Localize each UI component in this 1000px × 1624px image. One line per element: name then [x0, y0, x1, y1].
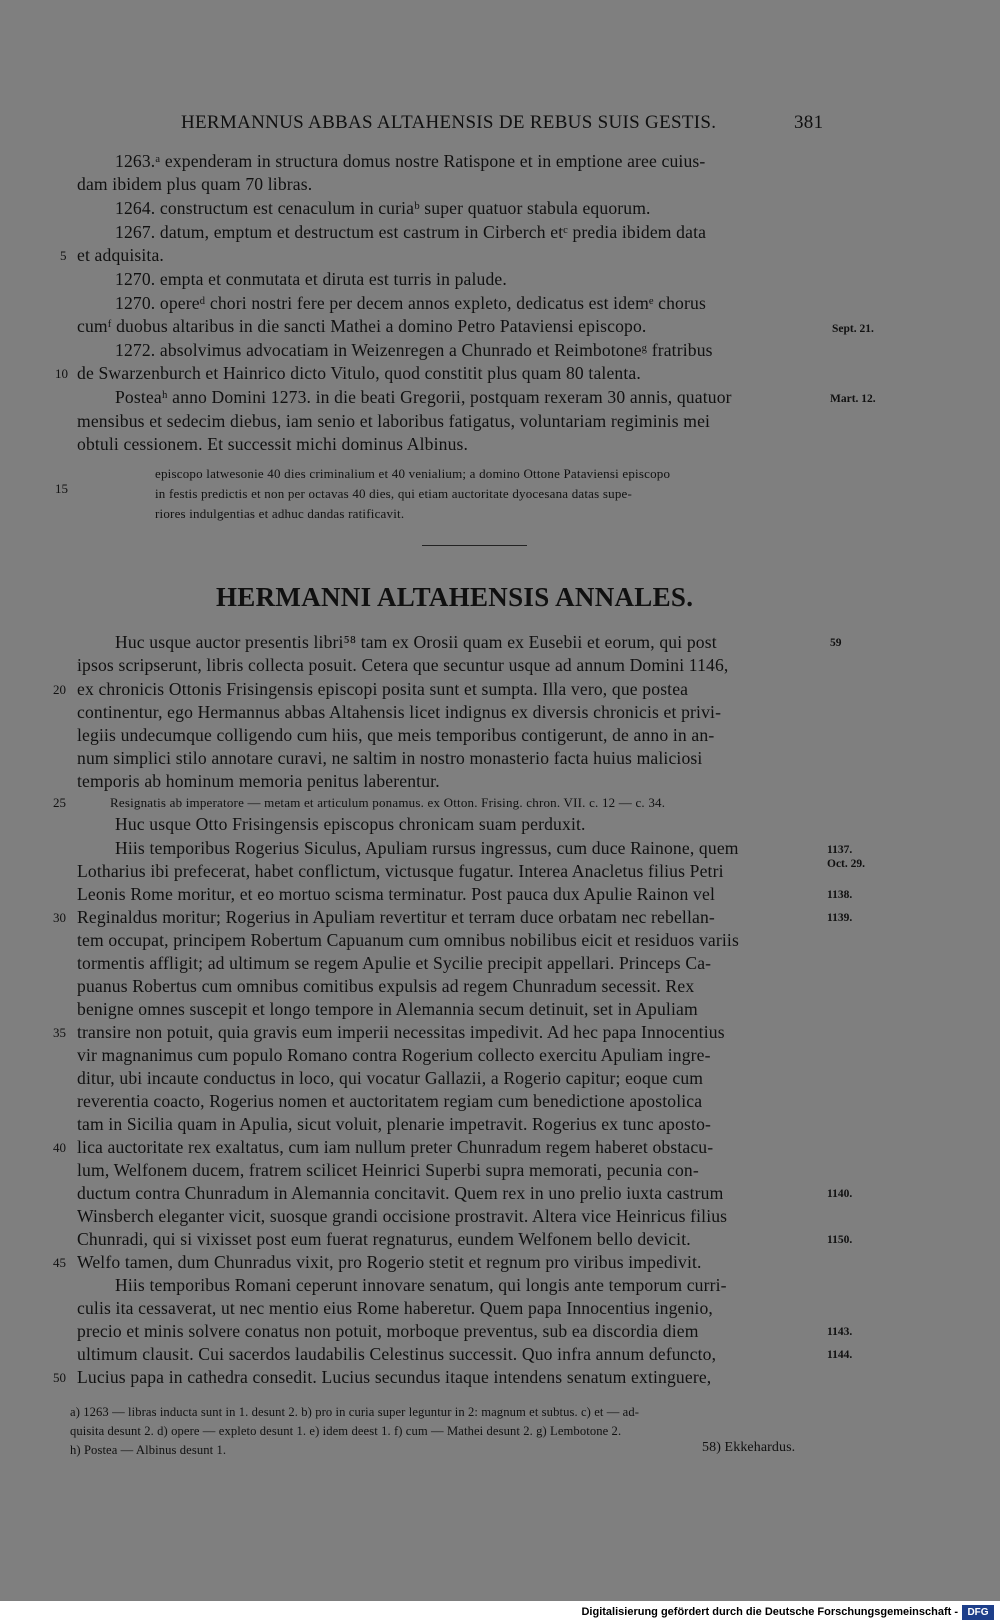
text-line: num simplici stilo annotare curavi, ne saltim in nostro monasterio facta huius maliciosi: [77, 748, 703, 768]
text-line: 1270. empta et conmutata et diruta est turris in palude.: [115, 269, 507, 289]
line-number: 15: [55, 481, 68, 496]
text-line: Hiis temporibus Rogerius Siculus, Apuliam rursus ingressus, cum duce Rainone, quem: [115, 838, 739, 858]
text-line: ductum contra Chunradum in Alemannia concitavit. Quem rex in uno prelio iuxta castrum: [77, 1183, 724, 1203]
dfg-logo-icon: DFG: [962, 1605, 994, 1620]
text-line: Huc usque auctor presentis libri⁵⁸ tam ex Orosii quam ex Eusebii et eorum, qui post: [115, 632, 717, 652]
line-number: 20: [53, 682, 66, 697]
text-line: Chunradi, qui si vixisset post eum fuerat regnaturus, eundem Welfonem bello devicit.: [77, 1229, 691, 1249]
text-line: obtuli cessionem. Et successit michi dominus Albinus.: [77, 434, 469, 454]
margin-year: 1139.: [827, 912, 853, 924]
text-line: Hiis temporibus Romani ceperunt innovare senatum, qui longis ante temporum curri-: [115, 1275, 727, 1295]
text-line: Posteaʰ anno Domini 1273. in die beati Gregorii, postquam rexeram 30 annis, quatuor: [115, 387, 732, 407]
line-number: 5: [60, 248, 67, 263]
text-line: 1263.ᵃ expenderam in structura domus nostre Ratispone et in emptione aree cuius-: [115, 151, 706, 171]
margin-year: 1140.: [827, 1188, 853, 1200]
text-line: continentur, ego Hermannus abbas Altahensis licet indignus ex diversis chronicis et privi-: [77, 702, 722, 722]
footnote-line: h) Postea — Albinus desunt 1.: [70, 1443, 227, 1457]
text-line: benigne omnes suscepit et longo tempore in Alemannia secum detinuit, set in Apuliam: [77, 999, 698, 1019]
line-number: 25: [53, 795, 66, 810]
text-line: ditur, ubi incaute conductus in loco, qui vocatur Gallazii, a Rogerio capitur; eoque cum: [77, 1068, 704, 1088]
margin-year: 1138.: [827, 889, 853, 901]
text-line: precio et minis solvere conatus non potuit, morboque preventus, sub ea discordia diem: [77, 1321, 699, 1341]
text-line: 1264. constructum est cenaculum in curiaᵇ super quatuor stabula equorum.: [115, 198, 651, 218]
text-line: de Swarzenburch et Hainrico dicto Vitulo, quod constitit plus quam 80 talenta.: [77, 363, 641, 383]
source-note: Resignatis ab imperatore — metam et articulum ponamus. ex Otton. Frising. chron. VII. c. 12 — c. 34.: [110, 795, 666, 810]
text-line: 1267. datum, emptum et destructum est castrum in Cirberch etᶜ predia ibidem data: [115, 222, 707, 242]
line-number: 50: [53, 1370, 66, 1385]
text-line: lum, Welfonem ducem, fratrem scilicet Heinrici Superbi supra memorati, pecunia con-: [77, 1160, 699, 1180]
margin-year: 1143.: [827, 1326, 853, 1338]
text-line: legiis undecumque colligendo cum hiis, que meis temporibus contigerunt, de anno in an-: [77, 725, 715, 745]
text-line: mensibus et sedecim diebus, iam senio et laboribus fatigatus, voluntariam regiminis mei: [77, 411, 711, 431]
text-line: Winsberch eleganter vicit, suosque grandi occisione prostravit. Altera vice Heinricus filius: [77, 1206, 728, 1226]
note-line: in festis predictis et non per octavas 40 dies, qui etiam auctoritate dyocesana datas supe-: [155, 486, 633, 501]
text-line: transire non potuit, quia gravis eum imperii necessitas impedivit. Ad hec papa Innocentius: [77, 1022, 725, 1042]
text-line: dam ibidem plus quam 70 libras.: [77, 174, 313, 194]
text-line: et adquisita.: [77, 245, 164, 265]
line-number: 30: [53, 910, 66, 925]
text-line: Leonis Rome moritur, et eo mortuo scisma terminatur. Post pauca dux Apulie Rainon vel: [77, 884, 715, 904]
text-line: Welfo tamen, dum Chunradus vixit, pro Rogerio stetit et regnum pro viribus impedivit.: [77, 1252, 702, 1272]
margin-date: Oct. 29.: [827, 858, 866, 870]
text-line: cumᶠ duobus altaribus in die sancti Mathei a domino Petro Pataviensi episcopo.: [77, 316, 647, 336]
margin-date: Mart. 12.: [830, 393, 876, 405]
margin-year: 1144.: [827, 1349, 853, 1361]
line-number: 40: [53, 1140, 66, 1155]
line-number: 10: [55, 366, 68, 381]
credit-text: Digitalisierung gefördert durch die Deutsche Forschungsgemeinschaft -: [581, 1606, 958, 1618]
line-number: 45: [53, 1255, 66, 1270]
text-line: lica auctoritate rex exaltatus, cum iam nullum preter Chunradum regem haberet obstacu-: [77, 1137, 714, 1157]
note-line: episcopo latwesonie 40 dies criminalium et 40 venialium; a domino Ottone Pataviensi episcopo: [155, 466, 671, 481]
text-line: temporis ab hominum memoria penitus laberentur.: [77, 771, 440, 791]
margin-footnote-ref: 59: [830, 637, 842, 649]
text-line: culis ita cessaverat, ut nec mentio eius Rome haberetur. Quem papa Innocentius ingenio,: [77, 1298, 713, 1318]
text-line: ultimum clausit. Cui sacerdos laudabilis Celestinus successit. Quo infra annum defuncto,: [77, 1344, 717, 1364]
text-line: Lucius papa in cathedra consedit. Lucius secundus itaque intendens senatum extinguere,: [77, 1367, 712, 1387]
footnote-line: a) 1263 — libras inducta sunt in 1. desunt 2. b) pro in curia super leguntur in 2: magnum et subtus. c) et — ad-: [70, 1405, 640, 1419]
text-line: vir magnanimus cum populo Romano contra Rogerium collecto exercitu Apuliam ingre-: [77, 1045, 711, 1065]
footnote-58: 58) Ekkehardus.: [702, 1440, 796, 1455]
text-line: Reginaldus moritur; Rogerius in Apuliam revertitur et terram duce orbatam nec rebellan-: [77, 907, 715, 927]
text-line: tormentis affligit; ad ultimum se regem Apulie et Sycilie precipit appellari. Princeps Ca-: [77, 953, 712, 973]
text-line: ipsos scripserunt, libris collecta posuit. Cetera que secuntur usque ad annum Domini 1146,: [77, 655, 729, 675]
annales-title: HERMANNI ALTAHENSIS ANNALES.: [216, 582, 694, 612]
text-line: tem occupat, principem Robertum Capuanum cum omnibus nobilibus eicit et residuos variis: [77, 930, 739, 950]
note-line: riores indulgentias et adhuc dandas ratificavit.: [155, 506, 405, 521]
text-line: tam in Sicilia quam in Apulia, sicut voluit, plenarie impetravit. Rogerius ex tunc aposto-: [77, 1114, 712, 1134]
text-line: 1270. opereᵈ chori nostri fere per decem annos expleto, dedicatus est idemᵉ chorus: [115, 293, 706, 313]
text-line: reverentia coacto, Rogerius nomen et auctoritatem regiam cum benedictione apostolica: [77, 1091, 703, 1111]
margin-year: 1150.: [827, 1234, 853, 1246]
footnote-line: quisita desunt 2. d) opere — expleto desunt 1. e) idem deest 1. f) cum — Mathei desunt 2. g) Lembotone 2.: [70, 1424, 622, 1438]
running-head-title: HERMANNUS ABBAS ALTAHENSIS DE REBUS SUIS GESTIS.: [181, 112, 717, 133]
page-number: 381: [794, 112, 824, 133]
text-line: ex chronicis Ottonis Frisingensis episcopi posita sunt et sumpta. Illa vero, que postea: [77, 679, 689, 699]
separator-rule: [422, 545, 527, 546]
text-line: Lotharius ibi prefecerat, habet conflictum, victusque fugatur. Interea Anacletus filius Petri: [77, 861, 724, 881]
text-line: Huc usque Otto Frisingensis episcopus chronicam suam perduxit.: [115, 814, 586, 834]
margin-date: Sept. 21.: [832, 323, 874, 335]
line-number: 35: [53, 1025, 66, 1040]
text-line: 1272. absolvimus advocatiam in Weizenregen a Chunrado et Reimbotoneᵍ fratribus: [115, 340, 713, 360]
margin-year: 1137.: [827, 844, 853, 856]
text-line: puanus Robertus cum omnibus comitibus expulsis ad regem Chunradum secessit. Rex: [77, 976, 695, 996]
credit-bar: [0, 1601, 1000, 1624]
